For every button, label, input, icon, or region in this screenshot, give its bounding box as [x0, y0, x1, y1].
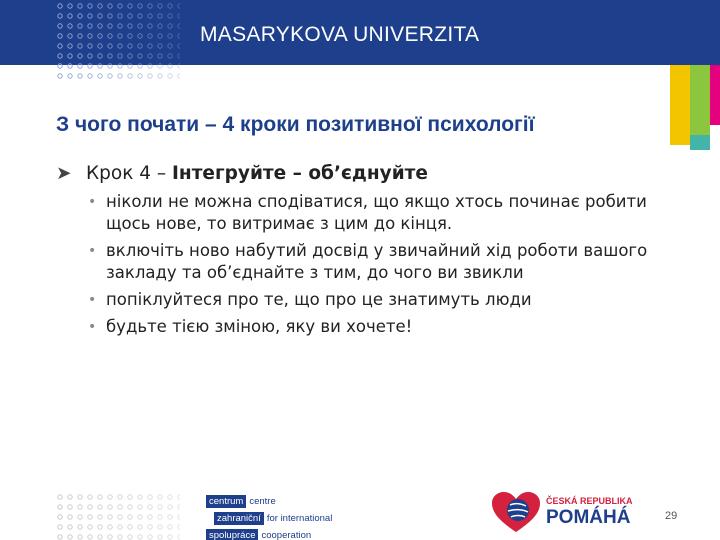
pattern-dot — [178, 44, 180, 48]
pattern-dot — [118, 535, 122, 539]
bullet-icon: • — [88, 292, 97, 308]
page-number: 29 — [665, 510, 678, 522]
pattern-dot — [88, 54, 92, 58]
pattern-dot — [78, 34, 82, 38]
pattern-dot — [178, 74, 180, 78]
pattern-dot — [108, 74, 112, 78]
pattern-dot — [158, 4, 162, 8]
list-item — [88, 191, 696, 235]
pattern-dot — [68, 54, 72, 58]
pattern-dot — [128, 44, 132, 48]
pattern-dot — [88, 64, 92, 68]
pattern-dot — [148, 14, 152, 18]
pattern-dot — [158, 64, 162, 68]
pattern-dot — [118, 14, 122, 18]
pattern-dot — [168, 495, 172, 499]
pattern-dot — [78, 495, 82, 499]
pattern-dot — [68, 4, 72, 8]
pattern-dot — [98, 74, 102, 78]
pattern-dot — [98, 64, 102, 68]
pattern-dot — [138, 495, 142, 499]
pattern-dot — [68, 14, 72, 18]
pattern-dot — [158, 535, 162, 539]
pattern-dot — [168, 515, 172, 519]
university-name: MASARYKOVA UNIVERZITA — [200, 23, 480, 46]
pattern-dot — [118, 4, 122, 8]
pattern-dot — [78, 14, 82, 18]
cc-logo-word: spolupráce — [206, 529, 258, 540]
pattern-dot — [138, 34, 142, 38]
pattern-dot — [178, 505, 180, 509]
dot-pattern-footer — [0, 470, 180, 540]
pattern-dot — [138, 525, 142, 529]
step-prefix: Крок 4 – — [86, 163, 173, 184]
pattern-dot — [118, 24, 122, 28]
pattern-dot — [88, 74, 92, 78]
cr-logo-line2: POMÁHÁ — [546, 507, 631, 528]
pattern-dot — [128, 64, 132, 68]
pattern-dot — [178, 525, 180, 529]
pattern-dot — [98, 505, 102, 509]
pattern-dot — [168, 74, 172, 78]
pattern-dot — [118, 505, 122, 509]
list-item-text: включіть ново набутий досвід у звичайний хід роботи вашого закладу та об’єднайте з тим, до чого ви звикли — [106, 241, 648, 282]
list-item — [88, 289, 696, 311]
pattern-dot — [148, 505, 152, 509]
pattern-dot — [168, 64, 172, 68]
pattern-dot — [98, 535, 102, 539]
list-item — [88, 240, 696, 284]
pattern-dot — [168, 525, 172, 529]
pattern-dot — [138, 14, 142, 18]
bullet-icon: • — [88, 243, 97, 259]
pattern-dot — [148, 525, 152, 529]
pattern-dot — [78, 515, 82, 519]
pattern-dot — [168, 535, 172, 539]
pattern-dot — [168, 44, 172, 48]
pattern-dot — [78, 4, 82, 8]
pattern-dot — [108, 14, 112, 18]
step-heading — [56, 162, 696, 186]
header-band — [0, 0, 720, 65]
pattern-dot — [108, 525, 112, 529]
pattern-dot — [118, 74, 122, 78]
pattern-dot — [58, 505, 62, 509]
pattern-dot — [128, 495, 132, 499]
pattern-dot — [68, 24, 72, 28]
pattern-dot — [158, 24, 162, 28]
pattern-dot — [98, 14, 102, 18]
pattern-dot — [58, 54, 62, 58]
pattern-dot — [118, 64, 122, 68]
pattern-dot — [158, 525, 162, 529]
pattern-dot — [88, 515, 92, 519]
globe-heart-icon — [490, 490, 542, 534]
pattern-dot — [158, 495, 162, 499]
pattern-dot — [138, 4, 142, 8]
cc-logo-row — [206, 493, 332, 509]
list-item-text: попіклуйтеся про те, що про це знатимуть люди — [106, 290, 532, 309]
pattern-dot — [118, 54, 122, 58]
pattern-dot — [118, 515, 122, 519]
list-item-text: будьте тією зміною, яку ви хочете! — [106, 317, 413, 336]
pattern-dot — [138, 44, 142, 48]
pattern-dot — [78, 525, 82, 529]
pattern-dot — [88, 14, 92, 18]
pattern-dot — [78, 24, 82, 28]
pattern-dot — [168, 24, 172, 28]
pattern-dot — [178, 54, 180, 58]
pattern-dot — [78, 505, 82, 509]
pattern-dot — [138, 64, 142, 68]
pattern-dot — [178, 535, 180, 539]
pattern-dot — [98, 44, 102, 48]
pattern-dot — [68, 515, 72, 519]
pattern-dot — [128, 74, 132, 78]
pattern-dot — [148, 64, 152, 68]
pattern-dot — [98, 24, 102, 28]
list-item — [88, 316, 696, 338]
pattern-dot — [58, 535, 62, 539]
pattern-dot — [148, 44, 152, 48]
pattern-dot — [108, 54, 112, 58]
pattern-dot — [68, 505, 72, 509]
pattern-dot — [108, 34, 112, 38]
cc-logo-word-en: centre — [249, 495, 276, 507]
pattern-dot — [78, 54, 82, 58]
pattern-dot — [58, 525, 62, 529]
cr-logo — [490, 490, 633, 539]
pattern-dot — [108, 495, 112, 499]
cc-logo-word-en: for international — [266, 512, 333, 524]
pattern-dot — [148, 34, 152, 38]
pattern-dot — [78, 64, 82, 68]
pattern-dot — [128, 4, 132, 8]
pattern-dot — [128, 525, 132, 529]
pattern-dot — [68, 44, 72, 48]
cc-logo-word: zahraniční — [214, 512, 264, 525]
pattern-dot — [128, 535, 132, 539]
pattern-dot — [128, 515, 132, 519]
bullet-icon: • — [88, 319, 97, 335]
cc-logo-word: centrum — [206, 495, 246, 508]
pattern-dot — [68, 535, 72, 539]
pattern-dot — [88, 505, 92, 509]
pattern-dot — [148, 74, 152, 78]
pattern-dot — [58, 14, 62, 18]
pattern-dot — [128, 505, 132, 509]
pattern-dot — [118, 34, 122, 38]
step-items — [56, 191, 696, 338]
pattern-dot — [158, 54, 162, 58]
pattern-dot — [148, 495, 152, 499]
pattern-dot — [168, 4, 172, 8]
pattern-dot — [128, 54, 132, 58]
pattern-dot — [138, 515, 142, 519]
pattern-dot — [138, 505, 142, 509]
pattern-dot — [148, 54, 152, 58]
pattern-dot — [158, 34, 162, 38]
pattern-dot — [68, 74, 72, 78]
pattern-dot — [178, 14, 180, 18]
pattern-dot — [58, 515, 62, 519]
pattern-dot — [148, 4, 152, 8]
arrow-bullet-icon: ➤ — [56, 163, 72, 184]
pattern-dot — [58, 64, 62, 68]
pattern-dot — [88, 535, 92, 539]
pattern-dot — [88, 44, 92, 48]
pattern-dot — [178, 64, 180, 68]
list-item-text: ніколи не можна сподіватися, що якщо хтось починає робити щось нове, то витримає з цим до кінця. — [106, 192, 647, 233]
pattern-dot — [98, 525, 102, 529]
slide-title: З чого почати – 4 кроки позитивної психології — [56, 113, 535, 136]
pattern-dot — [108, 24, 112, 28]
pattern-dot — [168, 34, 172, 38]
pattern-dot — [98, 34, 102, 38]
pattern-dot — [98, 495, 102, 499]
cc-logo-row — [206, 510, 332, 526]
pattern-dot — [108, 505, 112, 509]
pattern-dot — [58, 74, 62, 78]
bullet-icon: • — [88, 194, 97, 210]
pattern-dot — [58, 34, 62, 38]
pattern-dot — [68, 34, 72, 38]
pattern-dot — [98, 515, 102, 519]
pattern-dot — [158, 74, 162, 78]
pattern-dot — [68, 525, 72, 529]
pattern-dot — [138, 24, 142, 28]
accent-bar-yellow — [670, 65, 690, 145]
pattern-dot — [178, 34, 180, 38]
pattern-dot — [138, 54, 142, 58]
cc-logo-row — [206, 527, 332, 540]
pattern-dot — [118, 44, 122, 48]
pattern-dot — [108, 515, 112, 519]
pattern-dot — [138, 535, 142, 539]
pattern-dot — [108, 4, 112, 8]
pattern-dot — [148, 515, 152, 519]
pattern-dot — [158, 44, 162, 48]
pattern-dot — [58, 24, 62, 28]
pattern-dot — [178, 24, 180, 28]
cc-logo-word-en: cooperation — [261, 529, 312, 540]
pattern-dot — [118, 525, 122, 529]
accent-bar-teal — [690, 135, 710, 150]
pattern-dot — [168, 54, 172, 58]
cc-logo — [206, 493, 332, 540]
pattern-dot — [68, 64, 72, 68]
pattern-dot — [88, 525, 92, 529]
pattern-dot — [78, 535, 82, 539]
pattern-dot — [118, 495, 122, 499]
pattern-dot — [148, 535, 152, 539]
pattern-dot — [158, 515, 162, 519]
pattern-dot — [128, 34, 132, 38]
pattern-dot — [58, 495, 62, 499]
pattern-dot — [168, 14, 172, 18]
pattern-dot — [98, 54, 102, 58]
step-emphasis: Інтегруйте – об’єднуйте — [172, 163, 428, 184]
pattern-dot — [178, 4, 180, 8]
pattern-dot — [178, 495, 180, 499]
accent-bar-pink — [710, 65, 720, 125]
pattern-dot — [78, 74, 82, 78]
pattern-dot — [58, 44, 62, 48]
pattern-dot — [98, 4, 102, 8]
pattern-dot — [158, 14, 162, 18]
dot-pattern-header — [0, 0, 180, 80]
pattern-dot — [158, 505, 162, 509]
pattern-dot — [88, 24, 92, 28]
pattern-dot — [88, 495, 92, 499]
pattern-dot — [128, 24, 132, 28]
accent-bar-green — [690, 65, 710, 135]
pattern-dot — [168, 505, 172, 509]
pattern-dot — [178, 515, 180, 519]
pattern-dot — [128, 14, 132, 18]
pattern-dot — [108, 64, 112, 68]
pattern-dot — [58, 4, 62, 8]
pattern-dot — [148, 24, 152, 28]
pattern-dot — [88, 4, 92, 8]
pattern-dot — [78, 44, 82, 48]
slide-content — [56, 162, 696, 343]
cr-logo-line1: ČESKÁ REPUBLIKA — [546, 496, 633, 506]
pattern-dot — [68, 495, 72, 499]
pattern-dot — [108, 535, 112, 539]
pattern-dot — [88, 34, 92, 38]
pattern-dot — [108, 44, 112, 48]
pattern-dot — [138, 74, 142, 78]
